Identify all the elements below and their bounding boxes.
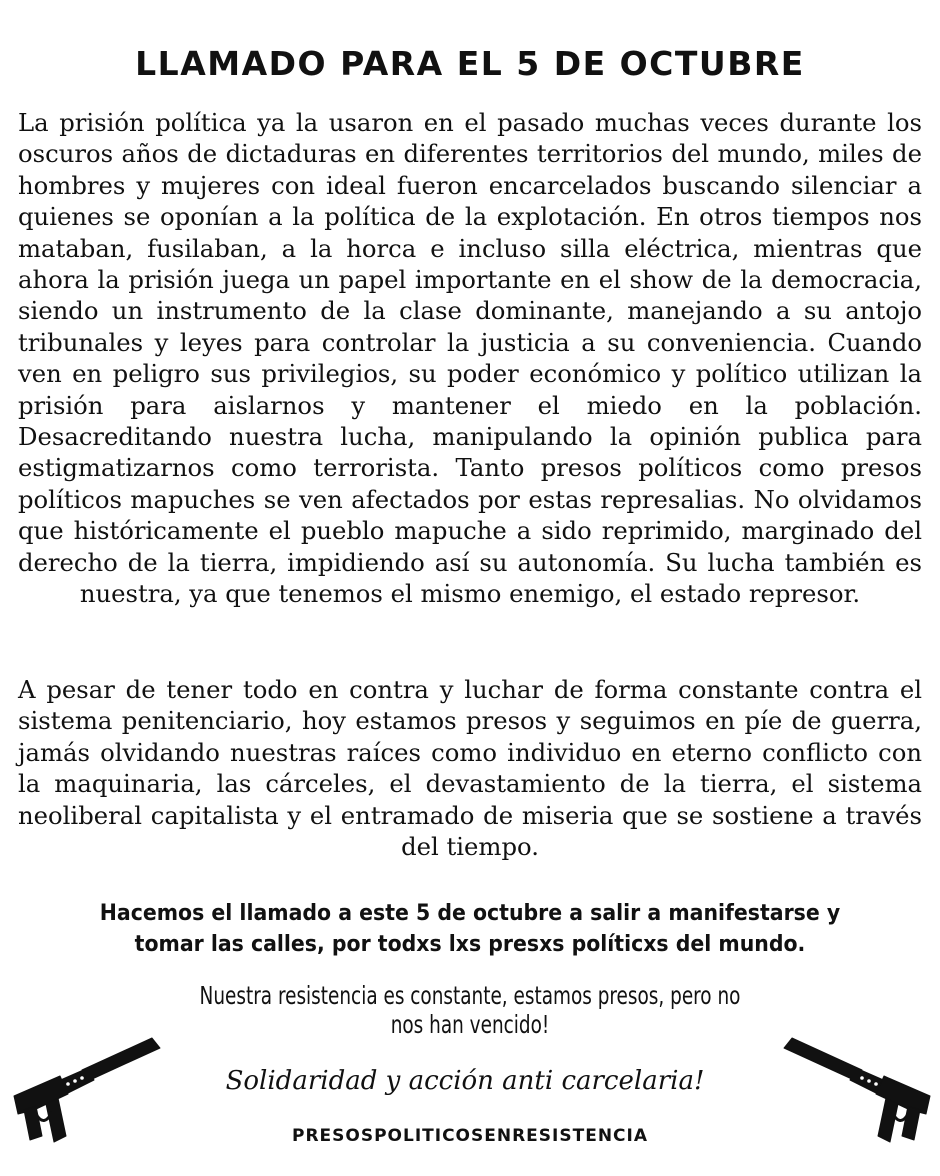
call-to-action: Hacemos el llamado a este 5 de octubre a salir a manifestarse y tomar las calles, por todxs lxs presxs políticxs del mundo.: [99, 901, 841, 957]
submachine-gun-icon: [4, 1018, 174, 1168]
resistance-statement: Nuestra resistencia es constante, estamos presos, pero no nos han vencido!: [199, 981, 741, 1039]
paragraph-resistance: A pesar de tener todo en contra y luchar de forma constante contra el sistema penitenciario, hoy estamos presos y seguimos en píe de guerra, jamás olvidando nuestras raíces como individuo en eterno conflicto con la maquinaria, las cárceles, el devastamiento de la tierra, el sistema neoliberal capitalista y el entramado de miseria que se sostiene a través del tiempo.: [18, 675, 922, 862]
submachine-gun-icon: [770, 1018, 940, 1168]
signature: PRESOSPOLITICOSENRESISTENCIA: [291, 1126, 648, 1146]
paragraph-political-prison: La prisión política ya la usaron en el pasado muchas veces durante los oscuros años de dictaduras en diferentes territorios del mundo, miles de hombres y mujeres con ideal fueron encarcelados buscando silenciar a quienes se oponían a la política de la explotación. En otros tiempos nos mataban, fusilaban, a la horca e incluso silla eléctrica, mientras que ahora la prisión juega un papel importante en el show de la democracia, siendo un instrumento de la clase dominante, manejando a su antojo tribunales y leyes para controlar la justicia a su conveniencia. Cuando ven en peligro sus privilegios, su poder económico y político utilizan la prisión para aislarnos y mantener el miedo en la población. Desacreditando nuestra lucha, manipulando la opinión publica para estigmatizarnos como terrorista. Tanto presos políticos como presos políticos mapuches se ven afectados por estas represalias. No olvidamos que históricamente el pueblo mapuche a sido reprimido, marginado del derecho de la tierra, impidiendo así su autonomía. Su lucha también es nuestra, ya que tenemos el mismo enemigo, el estado represor.: [18, 108, 922, 609]
solidarity-slogan: Solidaridad y acción anti carcelaria!: [225, 1066, 705, 1096]
page-title: LLAMADO PARA EL 5 DE OCTUBRE: [135, 44, 805, 83]
